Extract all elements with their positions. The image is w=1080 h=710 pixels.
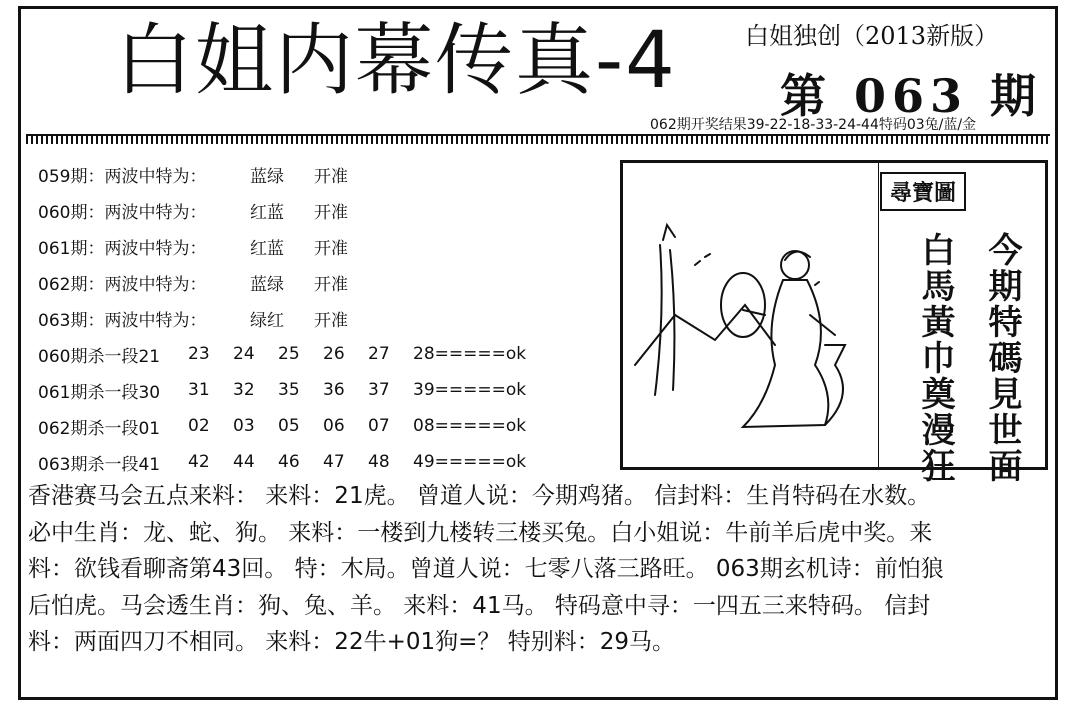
kill-number: 46: [278, 452, 300, 472]
kill-result: 08=====ok: [413, 416, 527, 436]
kill-number: 26: [323, 344, 345, 364]
treasure-verse-2: 白馬黃巾奠漫狂: [915, 232, 955, 484]
treasure-divider: [878, 160, 879, 470]
kill-number: 35: [278, 380, 300, 400]
wave-period: 062期：两波中特为：: [38, 274, 207, 295]
wave-status: 开准: [314, 238, 348, 259]
tips-line: 料：两面四刀不相同。 来料：22牛+01狗=？ 特别料：29马。: [28, 629, 675, 655]
kill-label: 063期杀一段41: [38, 454, 161, 475]
kill-row: [38, 336, 526, 372]
prediction-list: [38, 156, 526, 480]
treasure-map-label: 尋寶圖: [880, 172, 966, 211]
wave-row: [38, 264, 526, 300]
kill-label: 060期杀一段21: [38, 346, 161, 367]
tips-line: 必中生肖：龙、蛇、狗。 来料：一楼到九楼转三楼买兔。白小姐说：牛前羊后虎中奖。来: [28, 519, 933, 546]
wave-row: [38, 156, 526, 192]
wave-status: 开准: [314, 166, 348, 187]
scholar-illustration: [625, 165, 875, 465]
wave-period: 063期：两波中特为：: [38, 310, 207, 331]
header-divider: [26, 134, 1050, 144]
wave-status: 开准: [314, 274, 348, 295]
kill-number: 48: [368, 452, 390, 472]
kill-result: 49=====ok: [413, 452, 527, 472]
treasure-verse-1: 今期特碼見世面: [982, 232, 1022, 484]
kill-row: [38, 372, 526, 408]
kill-number: 03: [233, 416, 255, 436]
tips-line: 香港赛马会五点来料： 来料：21虎。 曾道人说：今期鸡猪。 信封料：生肖特码在水数。: [28, 483, 931, 509]
kill-number: 02: [188, 416, 210, 436]
kill-row: [38, 444, 526, 480]
page-title: 白姐内幕传真-4: [115, 16, 677, 106]
kill-label: 061期杀一段30: [38, 382, 161, 403]
wave-colors: 蓝绿: [250, 166, 284, 187]
wave-status: 开准: [314, 310, 348, 331]
wave-period: 061期：两波中特为：: [38, 238, 207, 259]
wave-colors: 红蓝: [250, 238, 284, 259]
wave-row: [38, 192, 526, 228]
wave-colors: 红蓝: [250, 202, 284, 223]
kill-number: 37: [368, 380, 390, 400]
wave-status: 开准: [314, 202, 348, 223]
tips-line: 料：欲钱看聊斋第43回。 特：木局。曾道人说：七零八落三路旺。 063期玄机诗：前怕狼: [28, 556, 944, 582]
kill-number: 25: [278, 344, 300, 364]
wave-colors: 蓝绿: [250, 274, 284, 295]
kill-number: 27: [368, 344, 390, 364]
kill-number: 24: [233, 344, 255, 364]
kill-number: 32: [233, 380, 255, 400]
kill-number: 23: [188, 344, 210, 364]
previous-result: 062期开奖结果39-22-18-33-24-44特码03兔/蓝/金: [650, 117, 977, 133]
wave-period: 060期：两波中特为：: [38, 202, 207, 223]
kill-number: 31: [188, 380, 210, 400]
kill-result: 39=====ok: [413, 380, 527, 400]
wave-row: [38, 300, 526, 336]
wave-period: 059期：两波中特为：: [38, 166, 207, 187]
kill-number: 47: [323, 452, 345, 472]
wave-row: [38, 228, 526, 264]
kill-number: 07: [368, 416, 390, 436]
kill-row: [38, 408, 526, 444]
issue-number: 第 063 期: [780, 69, 1043, 123]
edition-label: 白姐独创（2013新版）: [745, 22, 999, 50]
kill-number: 05: [278, 416, 300, 436]
kill-label: 062期杀一段01: [38, 418, 161, 439]
tips-line: 后怕虎。马会透生肖：狗、兔、羊。 来料：41马。 特码意中寻：一四五三来特码。 信封: [28, 592, 931, 619]
tips-paragraph: [28, 478, 1052, 661]
wave-colors: 绿红: [250, 310, 284, 331]
kill-number: 44: [233, 452, 255, 472]
kill-number: 06: [323, 416, 345, 436]
kill-number: 42: [188, 452, 210, 472]
kill-number: 36: [323, 380, 345, 400]
kill-result: 28=====ok: [413, 344, 527, 364]
